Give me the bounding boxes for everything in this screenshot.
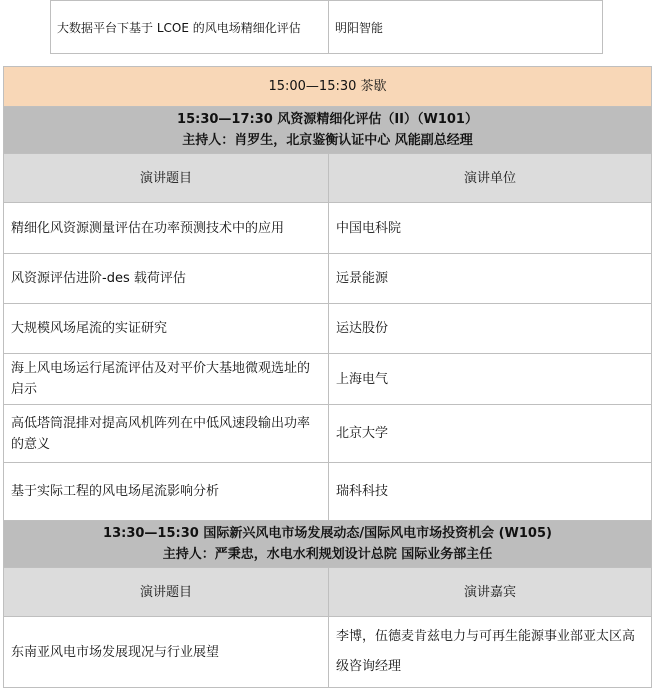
- session-title: 15:30—17:30 风资源精细化评估（II）（W101）: [177, 112, 478, 127]
- session-host: 主持人：肖罗生，北京鉴衡认证中心 风能副总经理: [182, 133, 473, 148]
- table-row: [4, 617, 652, 688]
- talk-topic: 东南亚风电市场发展现况与行业展望: [4, 617, 329, 688]
- column-header-topic: 演讲题目: [4, 154, 329, 203]
- talk-unit: 运达股份: [329, 304, 652, 354]
- talk-unit: 上海电气: [329, 354, 652, 405]
- session-header-w105: [4, 521, 652, 568]
- talk-unit: 远景能源: [329, 254, 652, 304]
- talk-topic: 精细化风资源测量评估在功率预测技术中的应用: [4, 203, 329, 254]
- table-row: [4, 254, 652, 304]
- table-row: [4, 304, 652, 354]
- talk-speaker: 李博，伍德麦肯兹电力与可再生能源事业部亚太区高级咨询经理: [329, 617, 652, 688]
- column-header-topic: 演讲题目: [4, 568, 329, 617]
- session-host: 主持人：严秉忠，水电水利规划设计总院 国际业务部主任: [162, 547, 493, 562]
- table-row: [4, 354, 652, 405]
- column-header-speaker: 演讲嘉宾: [329, 568, 652, 617]
- talk-topic: 大数据平台下基于 LCOE 的风电场精细化评估: [51, 1, 329, 54]
- talk-unit: 北京大学: [329, 405, 652, 463]
- session-header-w101: [4, 107, 652, 154]
- session-title: 13:30—15:30 国际新兴风电市场发展动态/国际风电市场投资机会 (W105): [103, 526, 552, 541]
- table-row: [51, 1, 603, 54]
- talk-topic: 高低塔筒混排对提高风机阵列在中低风速段输出功率的意义: [4, 405, 329, 463]
- tea-break-row: [4, 67, 652, 107]
- talk-unit: 中国电科院: [329, 203, 652, 254]
- talk-topic: 海上风电场运行尾流评估及对平价大基地微观选址的启示: [4, 354, 329, 405]
- column-header-row: [4, 154, 652, 203]
- column-header-row: [4, 568, 652, 617]
- column-header-unit: 演讲单位: [329, 154, 652, 203]
- talk-topic: 风资源评估进阶-des 载荷评估: [4, 254, 329, 304]
- table-row: [4, 405, 652, 463]
- talk-topic: 大规模风场尾流的实证研究: [4, 304, 329, 354]
- talk-topic: 基于实际工程的风电场尾流影响分析: [4, 463, 329, 521]
- agenda-table: [3, 66, 652, 688]
- table-row: [4, 203, 652, 254]
- talk-unit: 瑞科科技: [329, 463, 652, 521]
- table-row: [4, 463, 652, 521]
- tea-break-label: 15:00—15:30 茶歇: [4, 67, 652, 107]
- talk-unit: 明阳智能: [329, 1, 603, 54]
- previous-session-table: [50, 0, 603, 54]
